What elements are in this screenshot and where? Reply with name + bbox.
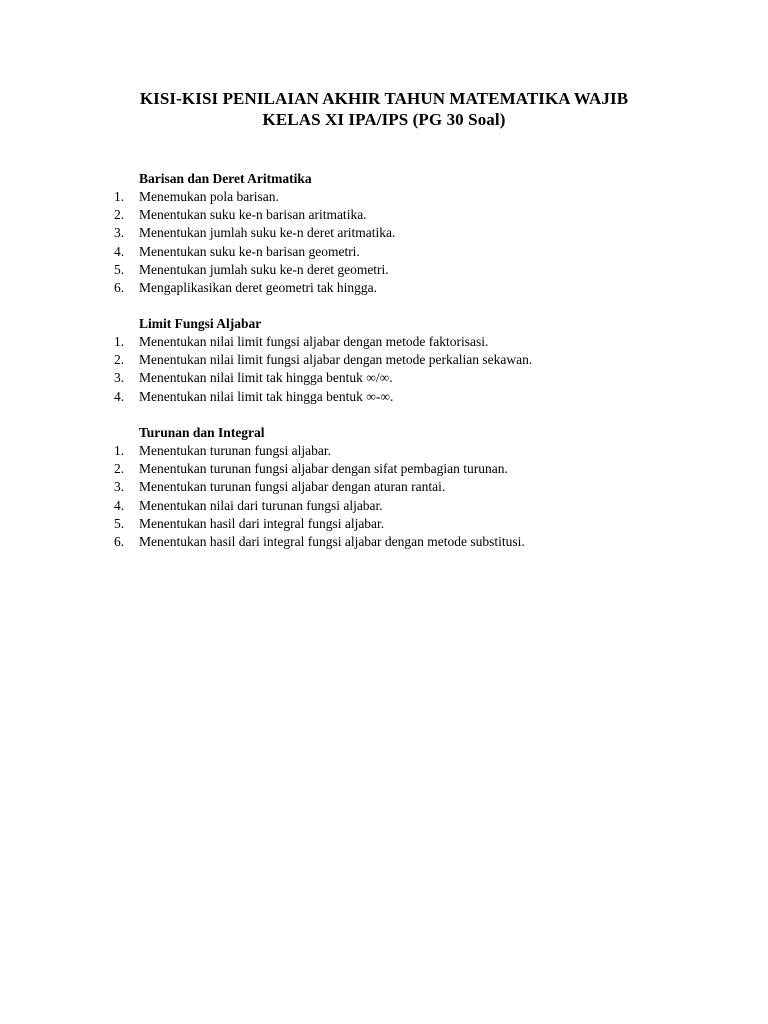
item-number: 3.: [114, 370, 125, 386]
item-text: Menentukan nilai dari turunan fungsi aljabar.: [139, 497, 383, 513]
item-text: Menentukan nilai limit tak hingga bentuk ∞/∞.: [139, 370, 393, 386]
item-text: Menentukan nilai limit fungsi aljabar dengan metode perkalian sekawan.: [139, 352, 533, 368]
item-text: Menentukan jumlah suku ke-n deret geometri.: [139, 261, 389, 277]
item-number: 4.: [114, 243, 125, 259]
item-number: 1.: [114, 334, 125, 349]
item-text: Menentukan suku ke-n barisan aritmatika.: [139, 207, 367, 223]
item-text: Menentukan nilai limit tak hingga bentuk ∞-∞.: [139, 388, 394, 404]
item-number: 1.: [114, 189, 125, 204]
item-text: Menentukan jumlah suku ke-n deret aritmatika.: [139, 225, 396, 241]
item-text: Menentukan suku ke-n barisan geometri.: [139, 243, 360, 259]
item-number: 6.: [114, 533, 125, 549]
item-number: 4.: [114, 388, 125, 404]
item-text: Mengaplikasikan deret geometri tak hingga.: [139, 279, 378, 295]
item-number: 6.: [114, 279, 125, 295]
section-heading: Barisan dan Deret Aritmatika: [139, 171, 312, 186]
item-number: 5.: [114, 261, 125, 277]
item-text: Menentukan turunan fungsi aljabar dengan sifat pembagian turunan.: [139, 461, 508, 477]
item-text: Menentukan hasil dari integral fungsi aljabar dengan metode substitusi.: [139, 533, 525, 549]
title-line-2: KELAS XI IPA/IPS (PG 30 Soal): [262, 110, 506, 129]
item-number: 5.: [114, 515, 125, 531]
item-text: Menemukan pola barisan.: [139, 189, 279, 204]
item-number: 2.: [114, 352, 125, 368]
item-number: 3.: [114, 479, 125, 495]
item-text: Menentukan turunan fungsi aljabar dengan aturan rantai.: [139, 479, 446, 495]
title-line-1: KISI-KISI PENILAIAN AKHIR TAHUN MATEMATIKA WAJIB: [139, 89, 629, 108]
item-number: 2.: [114, 207, 125, 223]
section-heading: Limit Fungsi Aljabar: [139, 316, 262, 331]
item-text: Menentukan turunan fungsi aljabar.: [139, 443, 331, 458]
section-heading: Turunan dan Integral: [139, 425, 265, 440]
document-title: [0, 88, 768, 130]
item-number: 4.: [114, 497, 125, 513]
item-text: Menentukan nilai limit fungsi aljabar dengan metode faktorisasi.: [139, 334, 489, 349]
item-number: 1.: [114, 443, 125, 458]
item-number: 3.: [114, 225, 125, 241]
item-text: Menentukan hasil dari integral fungsi aljabar.: [139, 515, 385, 531]
item-number: 2.: [114, 461, 125, 477]
